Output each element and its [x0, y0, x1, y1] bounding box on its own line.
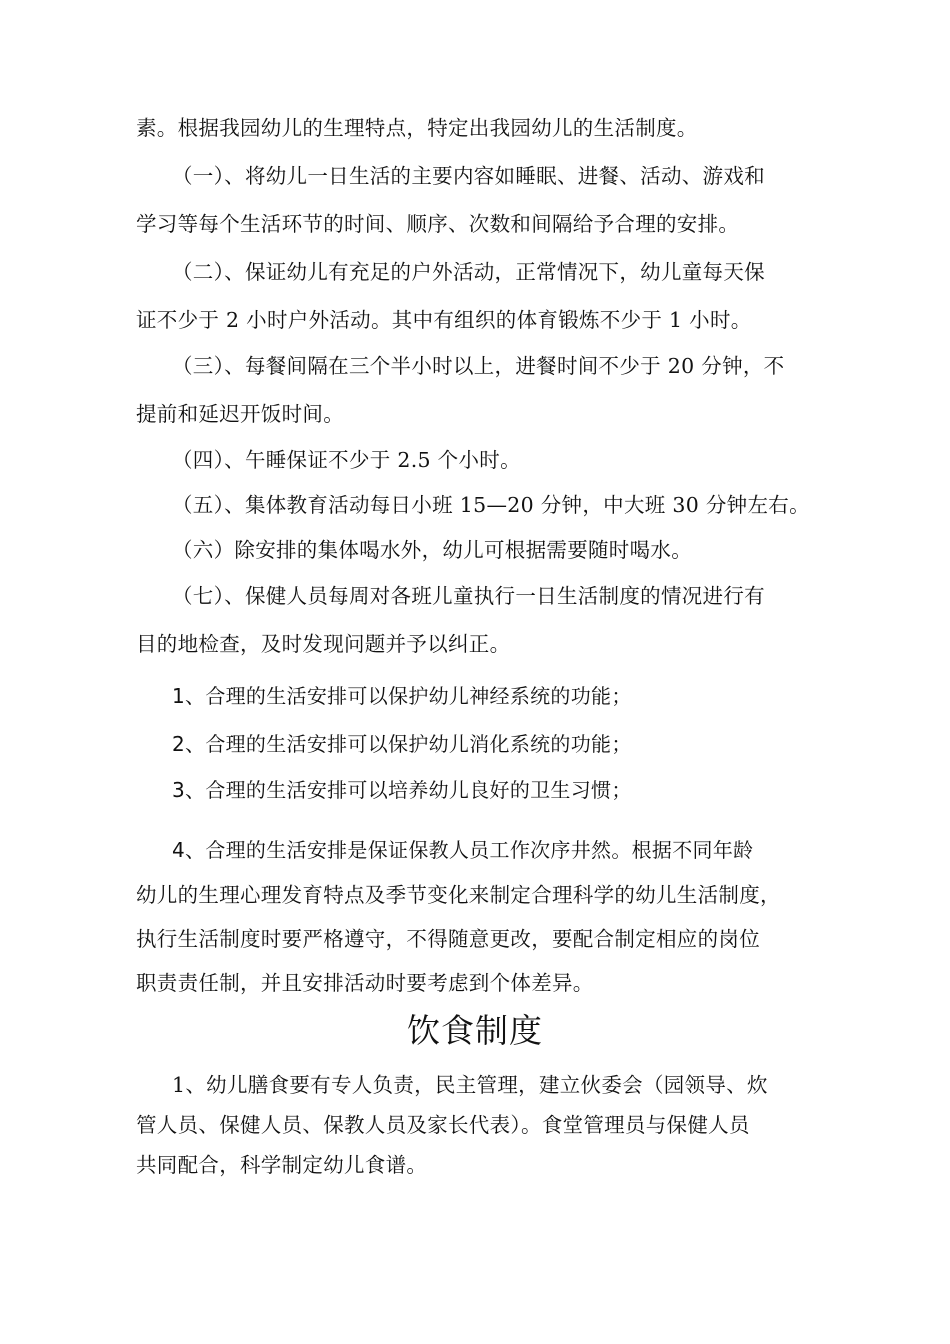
text-line: 学习等每个生活环节的时间、顺序、次数和间隔给予合理的安排。: [136, 212, 740, 236]
list-item: 1、合理的生活安排可以保护幼儿神经系统的功能；: [172, 684, 632, 708]
text-line: 证不少于 2 小时户外活动。其中有组织的体育锻炼不少于 1 小时。: [136, 308, 752, 332]
text-line: 管人员、保健人员、保教人员及家长代表）。食堂管理员与保健人员: [136, 1113, 750, 1137]
text-line: （五）、集体教育活动每日小班 15—20 分钟，中大班 30 分钟左右。: [172, 493, 810, 517]
text-line: 素。根据我园幼儿的生理特点，特定出我园幼儿的生活制度。: [136, 116, 698, 140]
text-line: 1、幼儿膳食要有专人负责，民主管理，建立伙委会（园领导、炊: [172, 1073, 768, 1097]
text-line: 目的地检查，及时发现问题并予以纠正。: [136, 632, 511, 656]
list-item: 2、合理的生活安排可以保护幼儿消化系统的功能；: [172, 732, 632, 756]
text-line: （四）、午睡保证不少于 2.5 个小时。: [172, 448, 521, 472]
text-line: 幼儿的生理心理发育特点及季节变化来制定合理科学的幼儿生活制度，: [136, 883, 781, 907]
text-line: 提前和延迟开饭时间。: [136, 402, 344, 426]
text-line: （七）、保健人员每周对各班儿童执行一日生活制度的情况进行有: [172, 584, 765, 608]
list-item: 3、合理的生活安排可以培养幼儿良好的卫生习惯；: [172, 778, 632, 802]
text-line: 执行生活制度时要严格遵守，不得随意更改，要配合制定相应的岗位: [136, 927, 760, 951]
text-line: （二）、保证幼儿有充足的户外活动，正常情况下，幼儿童每天保: [172, 260, 765, 284]
text-line: 共同配合，科学制定幼儿食谱。: [136, 1153, 428, 1177]
text-line: 职责责任制，并且安排活动时要考虑到个体差异。: [136, 971, 594, 995]
list-item: 4、合理的生活安排是保证保教人员工作次序井然。根据不同年龄: [172, 838, 754, 862]
section-heading: 饮食制度: [407, 1011, 543, 1050]
text-line: （三）、每餐间隔在三个半小时以上，进餐时间不少于 20 分钟，不: [172, 354, 785, 378]
text-line: （一）、将幼儿一日生活的主要内容如睡眠、进餐、活动、游戏和: [172, 164, 765, 188]
text-line: （六）除安排的集体喝水外，幼儿可根据需要随时喝水。: [172, 538, 692, 562]
